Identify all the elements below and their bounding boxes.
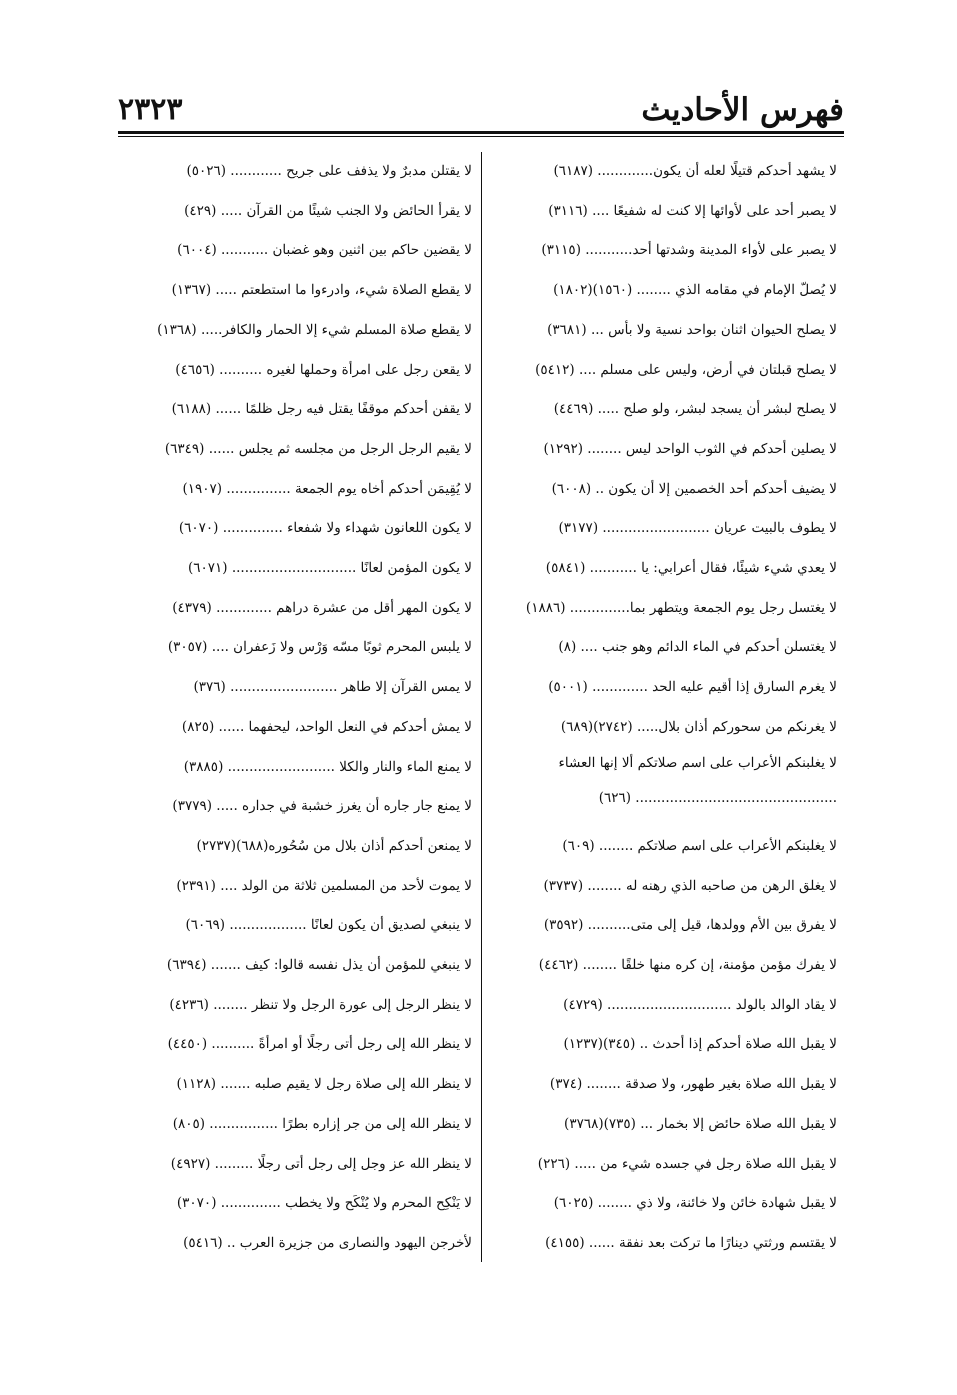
column-divider: [481, 152, 482, 1262]
header-rule: [118, 131, 844, 137]
hadith-entry: لا يقعن رجل على امرأة وحملها لغيره .......... (٤٦٥٦): [175, 361, 472, 378]
hadith-entry: لا يقرأ الحائض ولا الجنب شيئًا من القرآن ..... (٤٢٩): [184, 202, 472, 219]
hadith-entry: لا ينظر الله إلى رجل أتى رجلًا أو امرأةً .......... (٤٤٥٠): [167, 1036, 472, 1053]
hadith-entry: لا يقبل الله صلاة رجل في جسده شيء من ..... (٢٢٦): [537, 1155, 837, 1172]
hadith-entry: لا يقبل الله صلاة أحدكم إذا أحدث .. (٣٤٥)(١٢٣٧): [563, 1036, 837, 1053]
hadith-entry: لا يغلبنكم الأعراب على اسم صلاتكم ألا إنها العشاء: [558, 754, 837, 771]
hadith-entry: لا يصبر أحد على لأوائها إلا كنت له شفيعًا .... (٣١١٦): [548, 202, 837, 219]
hadith-index-right-column: [489, 152, 837, 1262]
hadith-entry: لا يكون اللعانون شهداء ولا شفعاء .............. (٦٠٧٠): [178, 520, 472, 537]
hadith-entry: لا يغتسلن أحدكم في الماء الدائم وهو جنب .... (٨): [558, 639, 837, 656]
hadith-entry: لا ينظر الله إلى صلاة رجل لا يقيم صلبه ....... (١١٢٨): [176, 1076, 472, 1093]
hadith-entry: لا يمنعن أحدكم أذان بلال من سُحُوره(٦٨٨)(٢٧٣٧): [196, 837, 472, 854]
hadith-entry: لا يَنْكِح المحرم ولا يُنْكَح ولا يخطب .............. (٣٠٧٠): [176, 1195, 472, 1212]
hadith-entry: لا يضيف أحدكم أحد الخصمين إلا أن يكون .. (٦٠٠٨): [551, 480, 837, 497]
hadith-entry: لا ينظر الله إلى من جر إزاره بطرًا ................ (٨٠٥): [172, 1115, 472, 1132]
hadith-entry: لا يغرم السارق إذا أقيم عليه الحد ............. (٥٠٠١): [548, 679, 837, 696]
hadith-entry: لا يقتلن مدبرٌ ولا يذفف على جريح ............ (٥٠٢٦): [186, 163, 472, 179]
hadith-entry: لا يمس القرآن إلا طاهر ......................... (٣٧٦): [193, 679, 472, 696]
hadith-entry: لا يلبس المحرم ثوبًا مسّه وَرْس ولا زَعفران .... (٣٠٥٧): [167, 639, 472, 656]
hadith-entry: لا يُصلّ الإمام في مقامه الذي ........ (١٥٦٠)(١٨٠٢): [553, 282, 837, 299]
hadith-entry: لا يمنع الماء والنار والكلا ......................... (٣٨٨٥): [183, 758, 472, 775]
hadith-entry: لا يغرنكم من سحوركم أذان بلال..... (٢٧٤٢)(٦٨٩): [560, 718, 837, 735]
hadith-entry: لا يقفن أحدكم موقفًا يقتل فيه رجل ظلمًا ...... (٦١٨٨): [171, 401, 472, 418]
hadith-entry: لا يُقِيمَن أحدكم أخاه يوم الجمعة ............... (١٩٠٧): [182, 480, 472, 497]
hadith-entry: لا ينبغي للمؤمن أن يذل نفسه قالوا: كيف ....... (٦٣٩٤): [166, 957, 472, 974]
hadith-entry: لا يقتسم ورثتي دينارًا ما تركت بعد نفقة ...... (٤١٥٥): [545, 1234, 837, 1251]
hadith-index-left-column: [118, 152, 472, 1262]
hadith-entry: لا يصلح الحيوان اثنان بواحد نسية ولا بأس ... (٣٦٨١): [547, 321, 837, 338]
hadith-entry: لا يكون المهر أقل من عشرة دراهم ............. (٤٣٧٩): [172, 599, 472, 616]
hadith-entry: لا يمش أحدكم في النعل الواحد، ليحفهما ...... (٨٢٥): [181, 718, 472, 735]
page-title: فهرس الأحاديث: [641, 92, 844, 128]
hadith-entry: لا يفرق بين الأم وولدها، قيل إلى متى.......... (٣٥٩٢): [543, 917, 837, 934]
hadith-entry: لا يعدي شيء شيئًا، فقال أعرابي: يا ........... (٥٨٤١): [545, 560, 837, 577]
hadith-entry: لا يمنع جار جاره أن يغرز خشبة في جداره ..... (٣٧٧٩): [172, 798, 472, 815]
hadith-entry: لا يغلق الرهن من صاحبه الذي رهنه له ........ (٣٧٣٧): [543, 877, 837, 894]
hadith-entry: لا يموت لأحد من المسلمين ثلاثة من الولد .... (٢٣٩١): [176, 877, 472, 894]
hadith-entry: لا يقطع الصلاة شيء، وادرءوا ما استطعتم ..... (١٣٦٧): [171, 282, 472, 299]
hadith-entry: لا يصلح لبشر أن يسجد لبشر، ولو صلح ..... (٤٤٦٩): [553, 401, 837, 418]
hadith-entry: لأخرجن اليهود والنصارى من جزيرة العرب .. (٥٤١٦): [183, 1234, 472, 1251]
hadith-entry: لا يصلح قبلتان في أرض، وليس على مسلم .... (٥٤١٢): [535, 361, 837, 378]
hadith-entry: لا يطوف بالبيت عريان ......................... (٣١٧٧): [558, 520, 837, 537]
hadith-entry: لا يقاد الوالد بالولد ............................. (٤٧٢٩): [563, 996, 837, 1013]
hadith-entry: لا يقبل شهادة خائن ولا خائنة، ولا ذي ........ (٦٠٢٥): [553, 1195, 837, 1212]
hadith-entry: لا يقيم الرجل الرجل من مجلسه ثم يجلس ...... (٦٣٤٩): [164, 440, 472, 457]
hadith-entry: لا ينظر الله عز وجل إلى رجل أتى رجلًا ......... (٤٩٢٧): [170, 1155, 472, 1172]
hadith-entry: لا يقطع صلاة المسلم شيء إلا الحمار والكافر..... (١٣٦٨): [157, 321, 472, 338]
hadith-entry: لا يصبر على لأواء المدينة وشدتها أحد........... (٣١١٥): [541, 242, 837, 259]
hadith-entry: لا يغتسل رجل يوم الجمعة ويتطهر بما.............. (١٨٨٦): [525, 599, 837, 616]
hadith-entry: لا ينبغي لصديق أن يكون لعانًا .................. (٦٠٦٩): [185, 917, 472, 934]
hadith-entry: لا يصلين أحدكم في الثوب الواحد ليس ........ (١٢٩٢): [543, 440, 837, 457]
hadith-entry: لا يشهد أحدكم قتيلًا لعله أن يكون............. (٦١٨٧): [553, 163, 837, 179]
page-header: [118, 82, 844, 130]
page-number: ٢٣٢٣: [118, 92, 183, 127]
hadith-entry-continuation: ............................................... (٦٢٦): [598, 790, 837, 807]
hadith-entry: لا يقبل الله صلاة حائض إلا بخمار ... (٧٣٥)(٣٧٦٨): [564, 1115, 837, 1132]
hadith-entry: لا يفرك مؤمن مؤمنة، إن كره منها خلقًا ........ (٤٤٦٢): [538, 957, 837, 974]
hadith-entry: لا ينظر الرجل إلى عورة الرجل ولا تنظر ........ (٤٢٣٦): [169, 996, 472, 1013]
hadith-entry: لا يكون المؤمن لعانًا ............................. (٦٠٧١): [187, 560, 472, 577]
hadith-entry: لا يقضين حاكم بين اثنين وهو غضبان ........... (٦٠٠٤): [177, 242, 472, 259]
hadith-entry: لا يغلبنكم الأعراب على اسم صلاتكم ........ (٦٠٩): [562, 837, 837, 854]
hadith-entry: لا يقبل الله صلاة بغير طهور، ولا صدقة ........ (٣٧٤): [549, 1076, 837, 1093]
